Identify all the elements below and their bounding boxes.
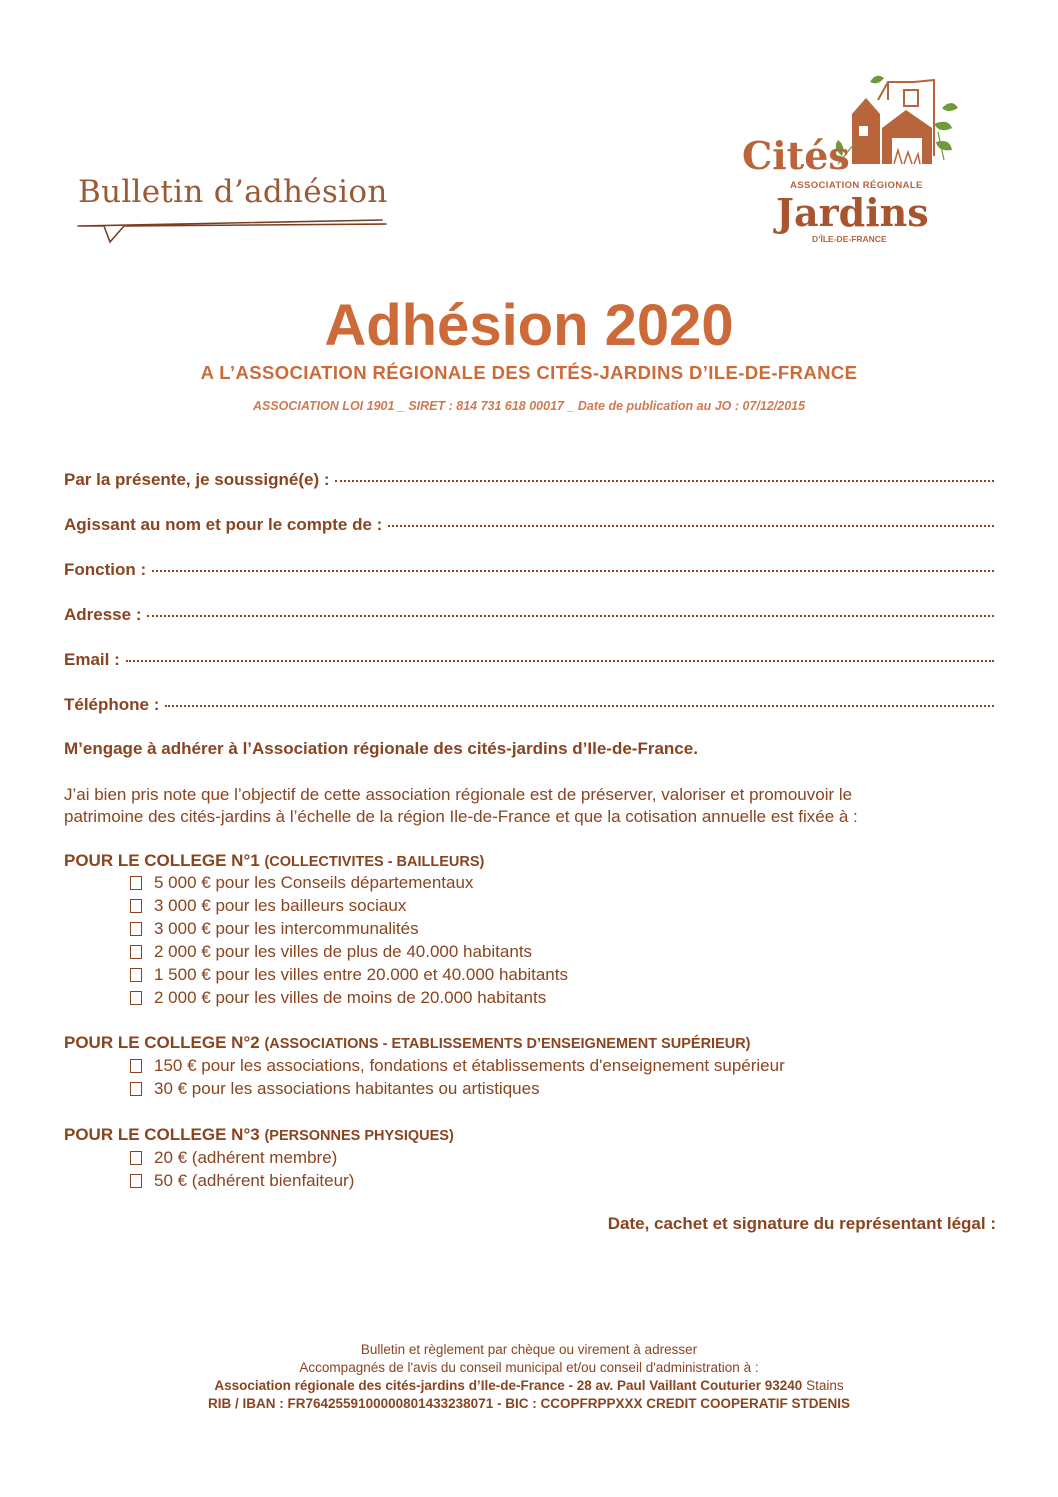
field-label: Adresse : — [64, 605, 142, 624]
logo-region: D’ÎLE-DE-FRANCE — [812, 234, 887, 244]
footer-bank-details: RIB / IBAN : FR7642559100000801433238071 - BIC : CCOPFRPPXXX CREDIT COOPERATIF STDENIS — [208, 1396, 850, 1411]
option-college2-1[interactable] — [130, 1056, 785, 1076]
option-college3-2[interactable] — [130, 1171, 354, 1191]
logo-word-jardins: Jardins — [776, 190, 929, 235]
objective-line-2: patrimoine des cités-jardins à l’échelle de la région Ile-de-France et que la cotisation annuelle est fixée à : — [64, 807, 858, 826]
fill-line[interactable] — [126, 660, 994, 662]
option-college1-2[interactable] — [130, 896, 406, 916]
option-college1-4[interactable] — [130, 942, 532, 962]
option-label: 3 000 € pour les intercommunalités — [154, 919, 419, 938]
option-label: 1 500 € pour les villes entre 20.000 et 40.000 habitants — [154, 965, 568, 984]
option-college2-2[interactable] — [130, 1079, 540, 1099]
checkbox[interactable] — [130, 945, 142, 959]
main-title: Adhésion 2020 — [324, 293, 734, 358]
college-title: POUR LE COLLEGE N°3 — [64, 1125, 260, 1144]
fill-line[interactable] — [335, 480, 994, 482]
checkbox[interactable] — [130, 1174, 142, 1188]
option-college1-1[interactable] — [130, 873, 473, 893]
option-label: 150 € pour les associations, fondations et établissements d'enseignement supérieur — [154, 1056, 785, 1075]
field-label: Agissant au nom et pour le compte de : — [64, 515, 383, 534]
fill-line[interactable] — [165, 705, 994, 707]
footer-address-city: Stains — [806, 1378, 844, 1393]
field-undersigned[interactable] — [64, 470, 994, 490]
speech-bubble-underline — [76, 216, 392, 246]
option-college1-5[interactable] — [130, 965, 568, 985]
field-function[interactable] — [64, 560, 994, 580]
footer-line-1: Bulletin et règlement par chèque ou virement à adresser — [360, 1342, 698, 1357]
option-label: 2 000 € pour les villes de plus de 40.000 habitants — [154, 942, 533, 961]
checkbox[interactable] — [130, 1059, 142, 1073]
option-label: 50 € (adhérent bienfaiteur) — [154, 1171, 355, 1190]
field-label: Téléphone : — [64, 695, 160, 714]
college-detail: (COLLECTIVITES - BAILLEURS) — [264, 854, 485, 870]
bulletin-title: Bulletin d’adhésion — [78, 174, 388, 210]
logo-word-cites: Cités — [742, 133, 850, 178]
field-address[interactable] — [64, 605, 994, 625]
fill-line[interactable] — [152, 570, 994, 572]
checkbox[interactable] — [130, 876, 142, 890]
college-detail: (ASSOCIATIONS - ETABLISSEMENTS D’ENSEIGNEMENT SUPÉRIEUR) — [264, 1036, 751, 1052]
checkbox[interactable] — [130, 968, 142, 982]
legal-info: ASSOCIATION LOI 1901 _ SIRET : 814 731 618 00017 _ Date de publication au JO : 07/12/2015 — [252, 399, 806, 413]
field-on-behalf-of[interactable] — [64, 515, 994, 535]
field-label: Email : — [64, 650, 120, 669]
field-phone[interactable] — [64, 695, 994, 715]
sub-title: A L’ASSOCIATION RÉGIONALE DES CITÉS-JARDINS D’ILE-DE-FRANCE — [200, 362, 858, 383]
fill-line[interactable] — [388, 525, 994, 527]
option-college1-6[interactable] — [130, 988, 546, 1008]
footer-address — [0, 1377, 1058, 1396]
college-2-heading — [64, 1033, 751, 1053]
fill-line[interactable] — [147, 615, 994, 617]
college-title: POUR LE COLLEGE N°2 — [64, 1033, 260, 1052]
checkbox[interactable] — [130, 922, 142, 936]
option-label: 30 € pour les associations habitantes ou artistiques — [154, 1079, 540, 1098]
checkbox[interactable] — [130, 1151, 142, 1165]
checkbox[interactable] — [130, 899, 142, 913]
field-label: Par la présente, je soussigné(e) : — [64, 470, 330, 489]
signature-label: Date, cachet et signature du représentant légal : — [607, 1214, 996, 1233]
logo-subtitle: ASSOCIATION RÉGIONALE — [790, 180, 923, 191]
checkbox[interactable] — [130, 991, 142, 1005]
field-email[interactable] — [64, 650, 994, 670]
college-detail: (PERSONNES PHYSIQUES) — [264, 1128, 454, 1144]
checkbox[interactable] — [130, 1082, 142, 1096]
college-title: POUR LE COLLEGE N°1 — [64, 851, 260, 870]
option-college3-1[interactable] — [130, 1148, 337, 1168]
footer-address-bold: Association régionale des cités-jardins d’Ile-de-France - 28 av. Paul Vaillant Couturier 93240 — [214, 1378, 803, 1393]
field-label: Fonction : — [64, 560, 147, 579]
college-3-heading — [64, 1125, 454, 1145]
commitment-text: M’engage à adhérer à l’Association régionale des cités-jardins d’Ile-de-France. — [64, 739, 698, 758]
footer-line-2: Accompagnés de l'avis du conseil municipal et/ou conseil d'administration à : — [299, 1360, 759, 1375]
option-label: 3 000 € pour les bailleurs sociaux — [154, 896, 407, 915]
objective-line-1: J’ai bien pris note que l’objectif de cette association régionale est de préserver, valoriser et promouvoir le — [64, 785, 853, 804]
option-label: 20 € (adhérent membre) — [154, 1148, 338, 1167]
option-label: 5 000 € pour les Conseils départementaux — [154, 873, 474, 892]
option-college1-3[interactable] — [130, 919, 419, 939]
option-label: 2 000 € pour les villes de moins de 20.000 habitants — [154, 988, 547, 1007]
college-1-heading — [64, 851, 484, 871]
